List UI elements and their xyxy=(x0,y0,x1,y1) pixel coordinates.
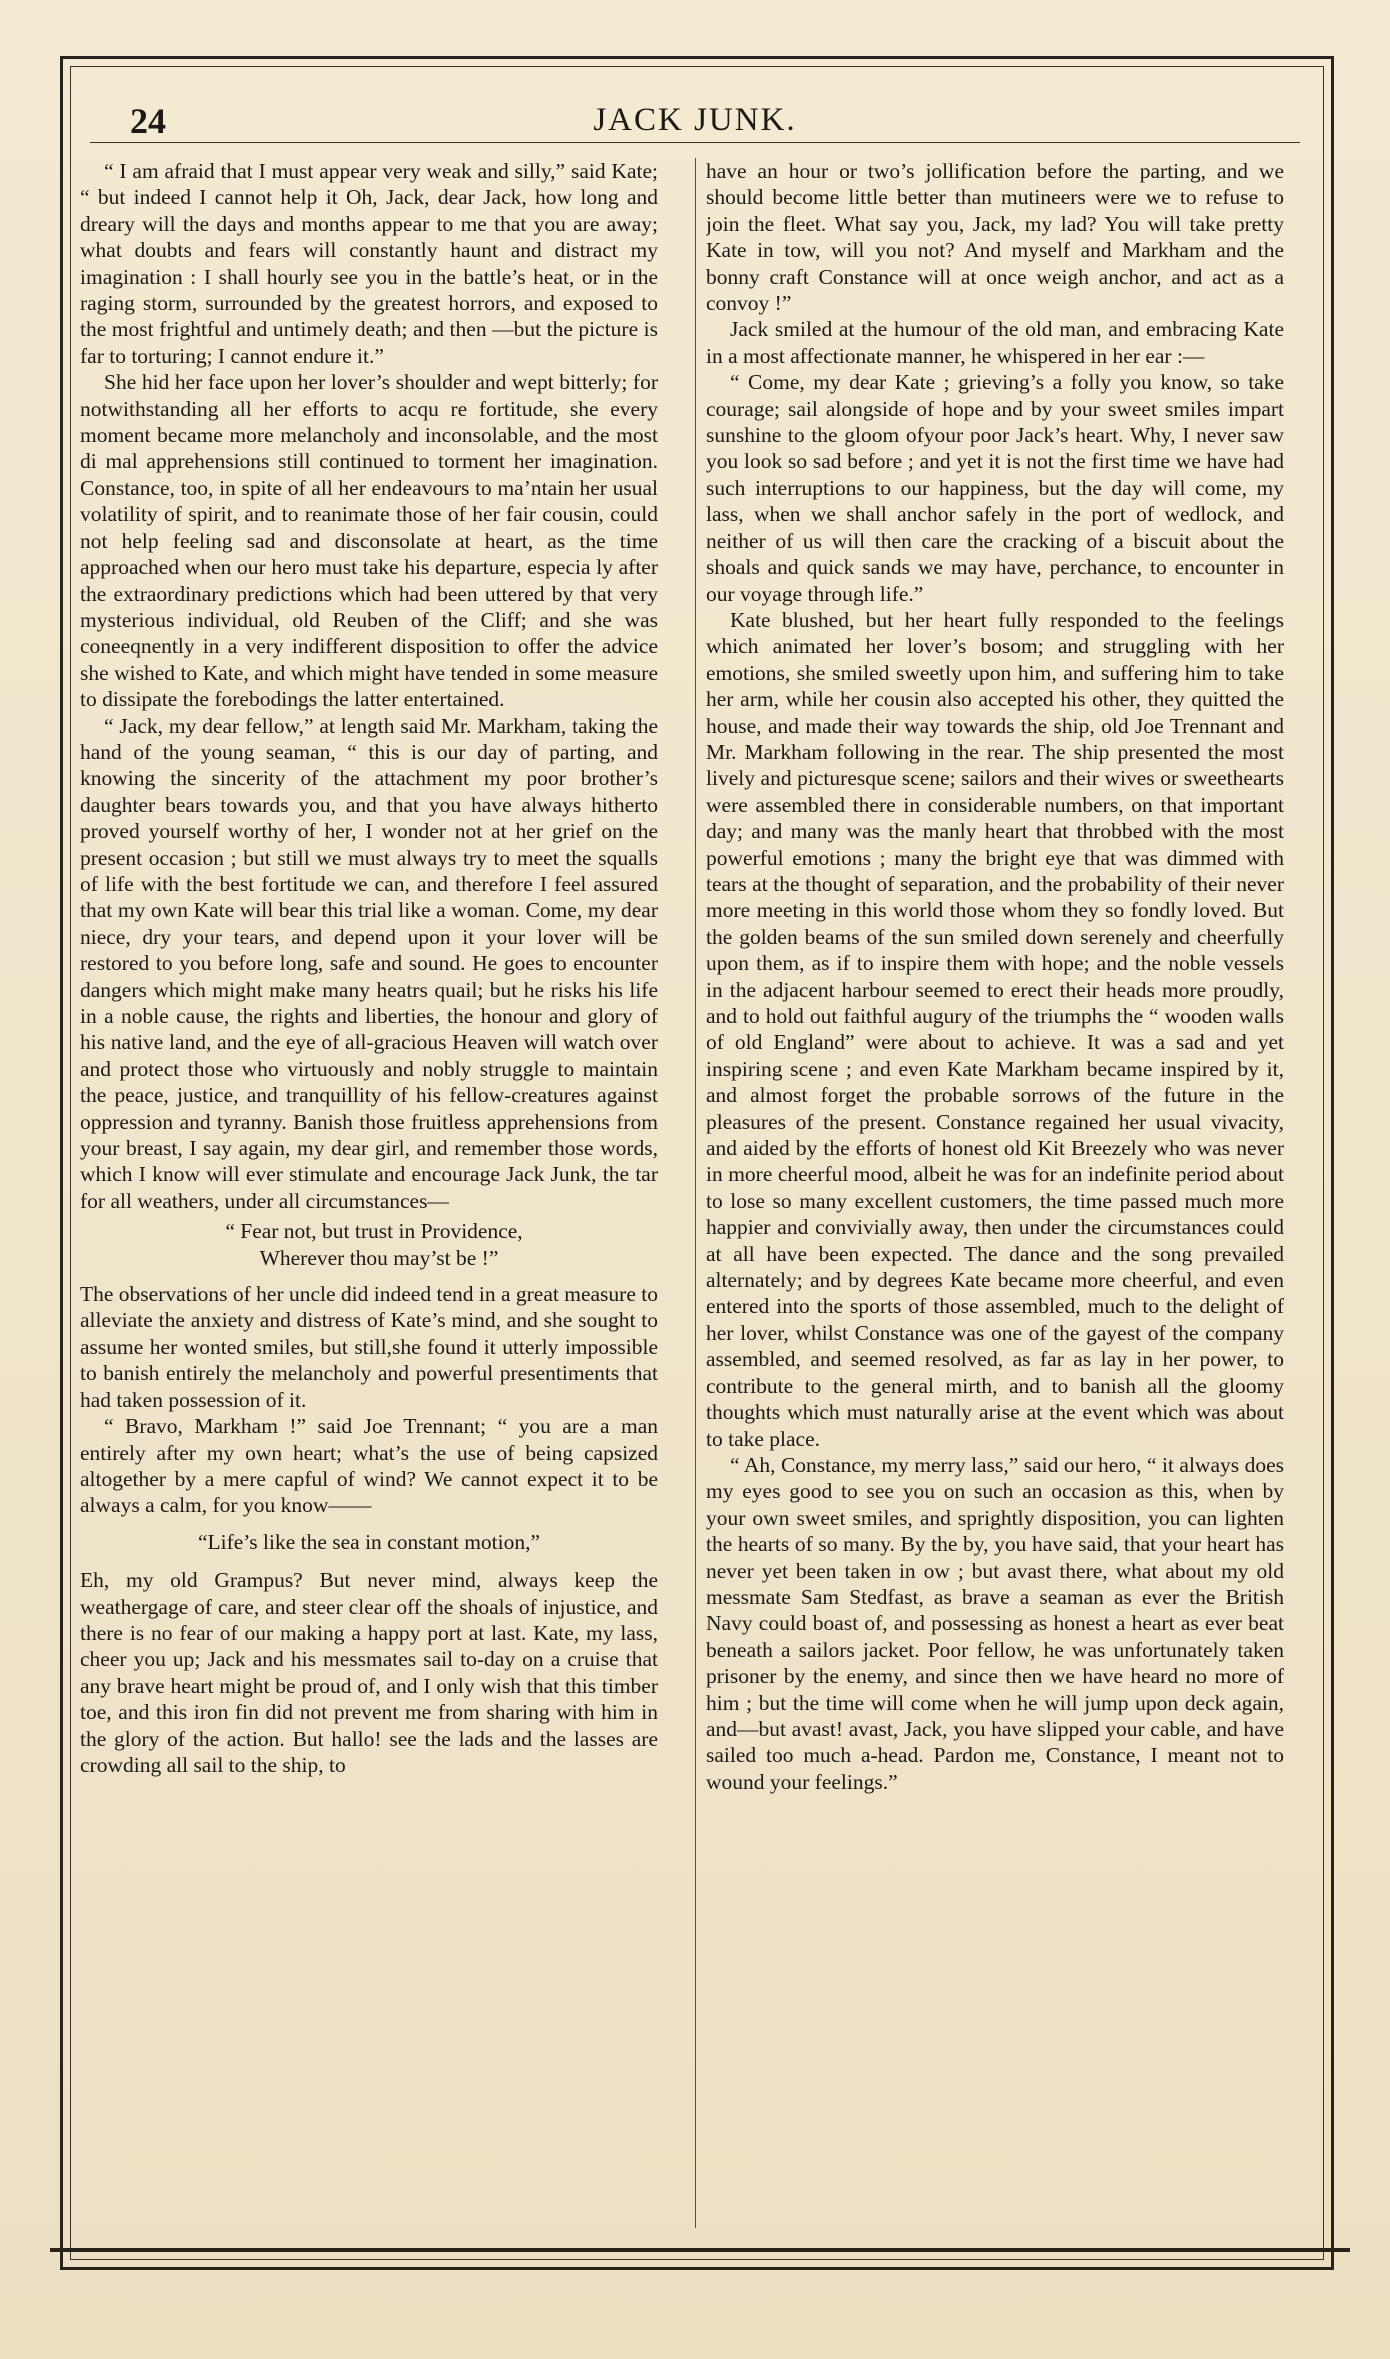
verse-quote: “Life’s like the sea in constant motion,” xyxy=(197,1529,541,1554)
page-header xyxy=(90,96,1300,143)
paragraph: Jack smiled at the humour of the old man, and embracing Kate in a most affectionate manner, he whispered in her ear :— xyxy=(706,317,1284,368)
verse-line: Wherever thou may’st be !” xyxy=(259,1245,499,1270)
column-divider xyxy=(695,158,696,2228)
paragraph: The observations of her uncle did indeed tend in a great measure to alleviate the anxiety and distress of Kate’s mind, and she sought to assume her wonted smiles, but still,she found it utterly impossible to banish entirely the melancholy and powerful presentiments that had taken possession of it. xyxy=(80,1282,658,1412)
right-column xyxy=(706,158,1284,2238)
paragraph: “ Come, my dear Kate ; grieving’s a folly you know, so take courage; sail alongside of hope and by your sweet smiles impart sunshine to the gloom ofyour poor Jack’s heart. Why, I never saw you look so sad before ; and yet it is not the first time we have had such interruptions to our happiness, but the day will come, my lass, when we shall anchor safely in the port of wedlock, and neither of us will then care the cracking of a biscuit about the shoals and quick sands we may have, perchance, to encounter in our voyage through life.” xyxy=(706,370,1284,606)
page-number: 24 xyxy=(130,101,166,141)
running-title: JACK JUNK. xyxy=(593,102,797,138)
paragraph: Kate blushed, but her heart fully responded to the feelings which animated her lover’s bosom; and struggling with her emotions, she smiled sweetly upon him, and suffering him to take her arm, while her cousin also accepted his other, they quitted the house, and made their way towards the ship, old Joe Trennant and Mr. Markham following in the rear. The ship presented the most lively and picturesque scene; sailors and their wives or sweethearts were assembled there in considerable numbers, on that important day; and many was the manly heart that throbbed with the most powerful emotions ; many the bright eye that was dimmed with tears at the thought of separation, and the probability of their never more meeting in this world those whom they so fondly loved. But the golden beams of the sun smiled down serenely and cheerfully upon them, as if to inspire them with hope; and the noble vessels in the adjacent harbour seemed to erect their heads more proudly, and to hold out faithful augury of the triumphs the “ wooden walls of old England” were about to achieve. It was a sad and yet inspiring scene ; and even Kate Markham became inspired by it, and almost forget the probable sorrows of the future in the pleasures of the present. Constance regained her usual vivacity, and aided by the efforts of honest old Kit Breezely who was never in more cheerful mood, albeit he was for an indefinite period about to lose so many excellent customers, the time passed much more happier and convivially away, then under the circumstances could at all have been expected. The dance and the song prevailed alternately; and by degrees Kate became more cheerful, and even entered into the sports of those assembled, much to the delight of her lover, whilst Constance was one of the gayest of the company assembled, and seemed resolved, as far as lay in her power, to contribute to the general mirth, and to banish all the gloomy thoughts which must naturally arise at the event which was about to take place. xyxy=(706,607,1284,1451)
paragraph: “ Bravo, Markham !” said Joe Trennant; “ you are a man entirely after my own heart; what’s the use of being capsized altogether by a mere capful of wind? We cannot expect it to be always a calm, for you know—— xyxy=(80,1414,658,1518)
left-column xyxy=(80,158,658,2238)
verse-line: “ Fear not, but trust in Providence, xyxy=(225,1219,523,1244)
paragraph: She hid her face upon her lover’s shoulder and wept bitterly; for notwithstanding all her efforts to acqu re fortitude, she every moment became more melancholy and inconsolable, and the most di mal apprehensions still continued to torment her imagination. Constance, too, in spite of all her endeavours to ma’ntain her usual volatility of spirit, and to reanimate those of her fair cousin, could not help feeling sad and disconsolate at heart, as the time approached when our hero must take his departure, especia ly after the extraordinary predictions which had been uttered by that very mysterious individual, old Reuben of the Cliff; and she was coneeqnently in a very indifferent disposition to offer the advice she wished to Kate, and which might have tended in some measure to dissipate the forebodings the latter entertained. xyxy=(80,370,658,712)
paragraph: “ Ah, Constance, my merry lass,” said our hero, “ it always does my eyes good to see you on such an occasion as this, when by your own sweet smiles, and sprightly disposition, you can lighten the hearts of so many. By the by, you have said, that your heart has never yet been taken in ow ; but avast there, what about my old messmate Sam Stedfast, as brave a seaman as ever the British Navy could boast of, and possessing as honest a heart as ever beat beneath a sailors jacket. Poor fellow, he was unfortunately taken prisoner by the enemy, and since then we have heard no more of him ; but the time will come when he will jump upon deck again, and—but avast! avast, Jack, you have slipped your cable, and have sailed too much a-head. Pardon me, Constance, I meant not to wound your feelings.” xyxy=(706,1452,1284,1794)
paragraph: “ I am afraid that I must appear very weak and silly,” said Kate; “ but indeed I cannot help it Oh, Jack, dear Jack, how long and dreary will the days and months appear to me that you are away; what doubts and fears will constantly haunt and distract my imagination : I shall hourly see you in the battle’s heat, or in the raging storm, surrounded by the greatest horrors, and exposed to the most frightful and untimely death; and then —but the picture is far to torturing; I cannot endure it.” xyxy=(80,159,658,368)
bottom-rule xyxy=(50,2248,1350,2252)
paragraph: Eh, my old Grampus? But never mind, always keep the weathergage of care, and steer clear off the shoals of injustice, and there is no fear of our making a happy port at last. Kate, my lass, cheer you up; Jack and his messmates sail to-day on a cruise that any brave heart might be proud of, and I only wish that this timber toe, and this iron fin did not prevent me from sharing with him in the glory of the action. But hallo! see the lads and the lasses are crowding all sail to the ship, to xyxy=(80,1568,658,1777)
paragraph: “ Jack, my dear fellow,” at length said Mr. Markham, taking the hand of the young seaman, “ this is our day of parting, and knowing the sincerity of the attachment my poor brother’s daughter bears towards you, and that you have always hitherto proved yourself worthy of her, I wonder not at her grief on the present occasion ; but still we must always try to meet the squalls of life with the best fortitude we can, and therefore I feel assured that my own Kate will bear this trial like a woman. Come, my dear niece, dry your tears, and depend upon it your lover will be restored to you before long, safe and sound. He goes to encounter dangers which might make many heatrs quail; but he risks his life in a noble cause, the rights and liberties, the honour and glory of his native land, and the eye of all-gracious Heaven will watch over and protect those who virtuously and nobly struggle to maintain the peace, justice, and tranquillity of his fellow-creatures against oppression and tyranny. Banish those fruitless apprehensions from your breast, I say again, my dear girl, and remember those words, which I know will ever stimulate and encourage Jack Junk, the tar for all weathers, under all circumstances— xyxy=(80,713,658,1213)
paragraph: have an hour or two’s jollification before the parting, and we should become little better than mutineers were we to refuse to join the fleet. What say you, Jack, my lad? You will take pretty Kate in tow, will you not? And myself and Markham and the bonny craft Constance will at once weigh anchor, and act as a convoy !” xyxy=(706,159,1284,316)
verse-quote xyxy=(80,1218,658,1271)
